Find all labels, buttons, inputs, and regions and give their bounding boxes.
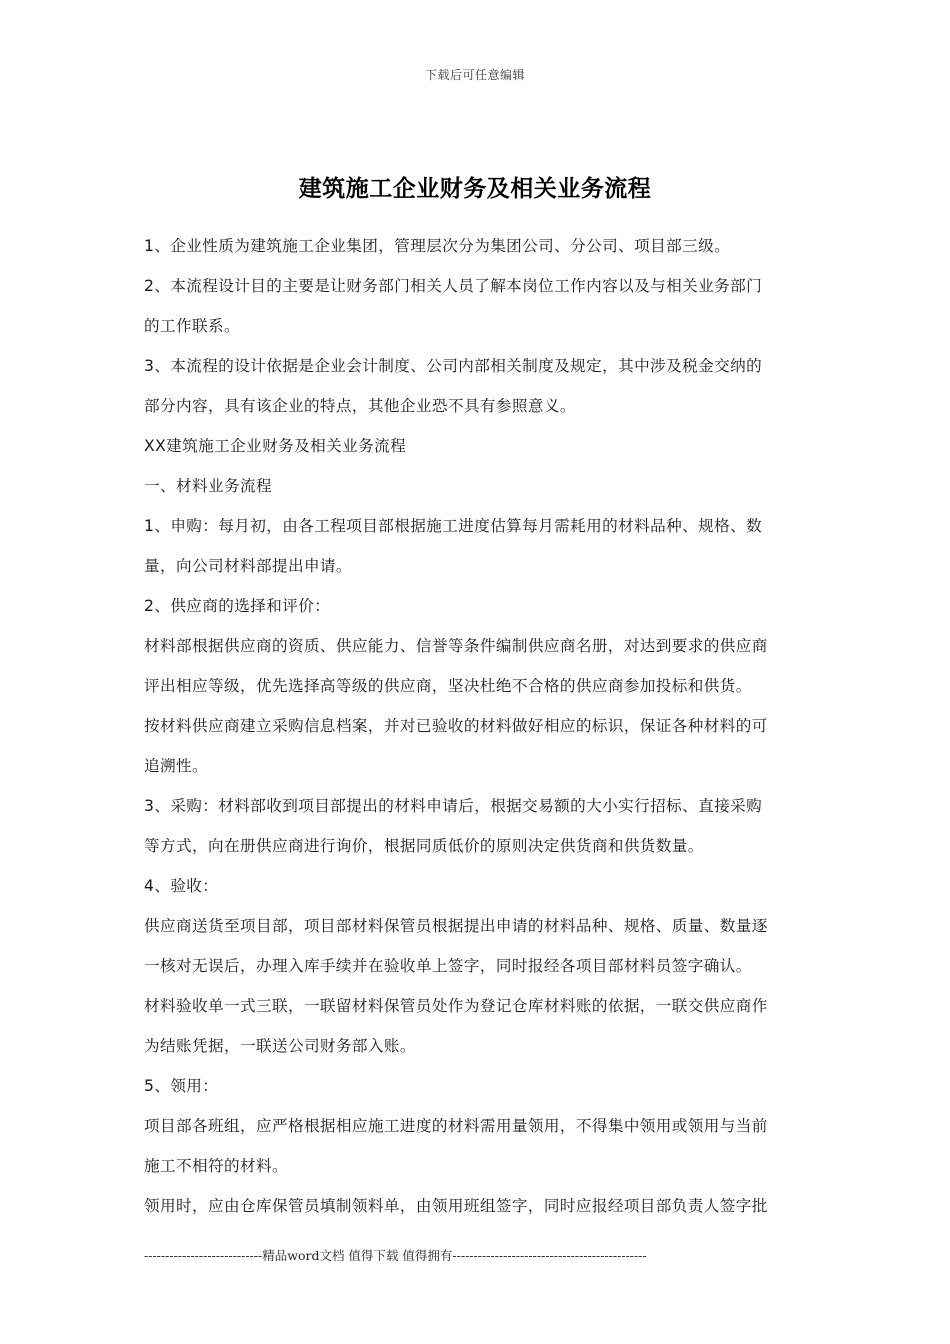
text-line: 按材料供应商建立采购信息档案，并对已验收的材料做好相应的标识，保证各种材料的可 <box>144 717 768 735</box>
document-body <box>144 226 806 1226</box>
text-line: 等方式，向在册供应商进行询价，根据同质低价的原则决定供货商和供货数量。 <box>144 837 704 855</box>
text-line: 5、领用： <box>144 1077 219 1095</box>
text-line: 为结账凭据，一联送公司财务部入账。 <box>144 1037 416 1055</box>
text-line: 施工不相符的材料。 <box>144 1157 288 1175</box>
text-line: 领用时，应由仓库保管员填制领料单，由领用班组签字，同时应报经项目部负责人签字批 <box>144 1197 768 1215</box>
text-line: 部分内容，具有该企业的特点，其他企业恐不具有参照意义。 <box>144 397 576 415</box>
text-line: 的工作联系。 <box>144 317 240 335</box>
header-note: 下载后可任意编辑 <box>424 68 525 82</box>
text-line: 2、供应商的选择和评价： <box>144 597 331 615</box>
footer-banner: ----------------------------精品word文档 值得下载 值得拥有---------------------------------------------- <box>144 1248 647 1263</box>
text-line: 3、采购：材料部收到项目部提出的材料申请后，根据交易额的大小实行招标、直接采购 <box>144 797 763 815</box>
text-line: 评出相应等级，优先选择高等级的供应商，坚决杜绝不合格的供应商参加投标和供货。 <box>144 677 752 695</box>
text-line: 项目部各班组，应严格根据相应施工进度的材料需用量领用，不得集中领用或领用与当前 <box>144 1117 768 1135</box>
text-line: 一核对无误后，办理入库手续并在验收单上签字，同时报经各项目部材料员签字确认。 <box>144 957 752 975</box>
text-line: 材料部根据供应商的资质、供应能力、信誉等条件编制供应商名册，对达到要求的供应商 <box>144 637 768 655</box>
text-line: 1、申购：每月初，由各工程项目部根据施工进度估算每月需耗用的材料品种、规格、数 <box>144 517 763 535</box>
text-line: 3、本流程的设计依据是企业会计制度、公司内部相关制度及规定，其中涉及税金交纳的 <box>144 357 763 375</box>
text-line: 供应商送货至项目部，项目部材料保管员根据提出申请的材料品种、规格、质量、数量逐 <box>144 917 768 935</box>
text-line: 4、验收： <box>144 877 219 895</box>
text-line: 量，向公司材料部提出申请。 <box>144 557 352 575</box>
text-line: XX建筑施工企业财务及相关业务流程 <box>144 437 407 455</box>
document-title: 建筑施工企业财务及相关业务流程 <box>298 176 652 202</box>
text-line: 追溯性。 <box>144 757 208 775</box>
text-line: 2、本流程设计目的主要是让财务部门相关人员了解本岗位工作内容以及与相关业务部门 <box>144 277 763 295</box>
text-line: 材料验收单一式三联，一联留材料保管员处作为登记仓库材料账的依据，一联交供应商作 <box>144 997 768 1015</box>
section-heading: 一、材料业务流程 <box>144 477 272 495</box>
text-line: 1、企业性质为建筑施工企业集团，管理层次分为集团公司、分公司、项目部三级。 <box>144 237 731 255</box>
